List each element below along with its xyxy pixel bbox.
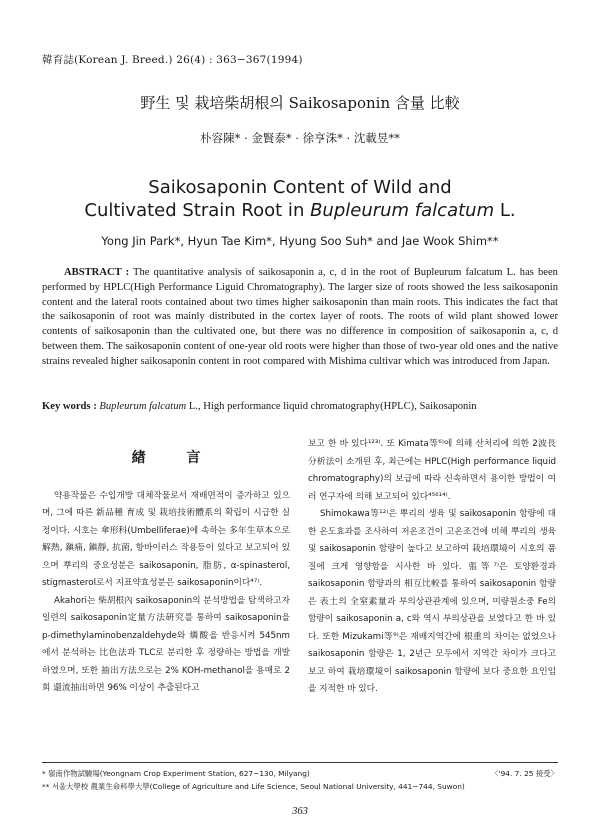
right-paragraph-2: Shimokawa等¹²⁾은 뿌리의 생육 및 saikosaponin 함량에 대한 온도효과를 조사하여 저온조건이 고온조건에 비해 뿌리의 생육 및 saikosaponin 함량이 높다고 보고하여 栽培環境이 시호의 품질에 크게 영향함을 시사한 바 있다. 張等⁷⁾은 토양환경과 saikosaponin 함량과의 相互比較를 통하여 saikosaponin 함량은 表土의 全窒素量과 부의상관관계에 있으며, 미량원소중 Fe의 함량이 saikosaponin a, c와 역시 부의상관을 보였다고 한 바 있다. 또한 Mizukami等⁹⁾은 재배지역간에 根重의 차이는 없었으나 saikosaponin 함량은 1, 2년근 모두에서 지역간 차이가 크다고 보고 하여 栽培環境이 saikosaponin 함량에 보다 중요한 요인임을 지적한 바 있다. — [308, 509, 556, 694]
abstract — [42, 266, 558, 370]
english-title-line1: Saikosaponin Content of Wild and — [148, 177, 452, 198]
section-heading-introduction: 緖 言 — [131, 450, 219, 466]
footnote-2: ** 서울大學校 農業生命科學大學(College of Agriculture and Life Science, Seoul National University, 441−744, Suwon) — [42, 782, 465, 791]
right-column — [308, 436, 556, 699]
keywords-label: Key words : — [42, 401, 97, 412]
page-number: 363 — [292, 806, 308, 817]
left-paragraph-2: Akahori는 柴胡根內 saikosaponin의 분석방법을 탐색하고자 일련의 saikosaponin定量方法硏究를 통하여 saikosaponin을 p-dimethylaminobenzaldehyde와 燐酸을 반응시켜 545nm에서 분석하는 比色法과 TLC로 분리한 후 정량하는 방법을 개발하였으며, 또한 抽出方法으로는 2% KOH-methanol을 용매로 2회 還流抽出하면 96% 이상이 추출된다고 — [42, 595, 290, 693]
korean-authors: 朴容陳* · 金賢泰* · 徐亨洙* · 沈載昱** — [200, 131, 400, 145]
keywords — [42, 400, 558, 414]
english-title — [0, 176, 600, 222]
left-paragraph-1: 약용작물은 수입개방 대체작물로서 재배면적이 증가하고 있으며, 그에 따른 新品種 育成 및 栽培技術體系의 확립이 시급한 실정이다. 시호는 傘形科(Umbelliferae)에 속하는 多年生草本으로 解熱, 鎭痛, 鎭靜, 抗菌, 항바이러스 작용등이 있다고 보고되어 있으며 뿌리의 중요성분은 saikosaponin, 脂肪, α-spinasterol, stigmasterol로서 지표약효성분은 saikosaponin이다⁴⁷⁾. — [42, 490, 290, 588]
keywords-species: Bupleurum falcatum — [99, 401, 187, 412]
left-column — [42, 436, 290, 698]
english-title-line2-end: L. — [494, 200, 516, 221]
journal-citation: 韓育誌(Korean J. Breed.) 26(4) : 363−367(1994) — [42, 54, 303, 66]
footnote-1 — [42, 768, 558, 779]
species-name: Bupleurum falcatum — [310, 200, 495, 221]
korean-title: 野生 및 栽培柴胡根의 Saikosaponin 含量 比較 — [140, 94, 460, 112]
footnote-1-text: * 嶺南作物試驗場(Yeongnam Crop Experiment Station, 627−130, Milyang) — [42, 769, 310, 778]
english-title-line2 — [0, 199, 600, 222]
english-authors: Yong Jin Park*, Hyun Tae Kim*, Hyung Soo Suh* and Jae Wook Shim** — [101, 234, 499, 248]
received-date: 〈'94. 7. 25 接受〉 — [491, 769, 558, 778]
english-title-line2-start: Cultivated Strain Root in — [84, 200, 311, 221]
footnote-divider — [42, 762, 558, 763]
abstract-text: The quantitative analysis of saikosaponin a, c, d in the root of Bupleurum falcatum L. has been performed by HPLC(High Performance Liguid Chromatography). The larger size of roots showed the less saikosaponin content and the lateral roots contained about two times higher saikosaponin than main roots. This indicates the fact that the saikosaponin of root was mainly distributed in the cortex layer of roots. The roots of wild plant showed lower contents of saikosaponin than the cultivated one, but there was no difference in composition of saikosaponin a, c, d between them. The saikosaponin content of one-year old roots were higher than those of two-year old ones and the native strains revealed higher saikosaponin content in root compared with Mishima cultivar which was introduced from Japan. — [42, 267, 558, 367]
keywords-text: L., High performance liquid chromatography(HPLC), Saikosaponin — [186, 401, 477, 412]
abstract-label: ABSTRACT : — [64, 267, 130, 278]
right-paragraph-1: 보고 한 바 있다¹²³⁾. 또 Kimata等⁶⁾에 의해 산처리에 의한 2波長 分析法이 소개된 후, 최근에는 HPLC(High performance liquid chromatography)의 보급에 따라 신속하면서 용이한 방법이 여러 연구자에 의해 보고되어 있다⁴⁵⁶¹⁴⁾. — [308, 439, 556, 502]
